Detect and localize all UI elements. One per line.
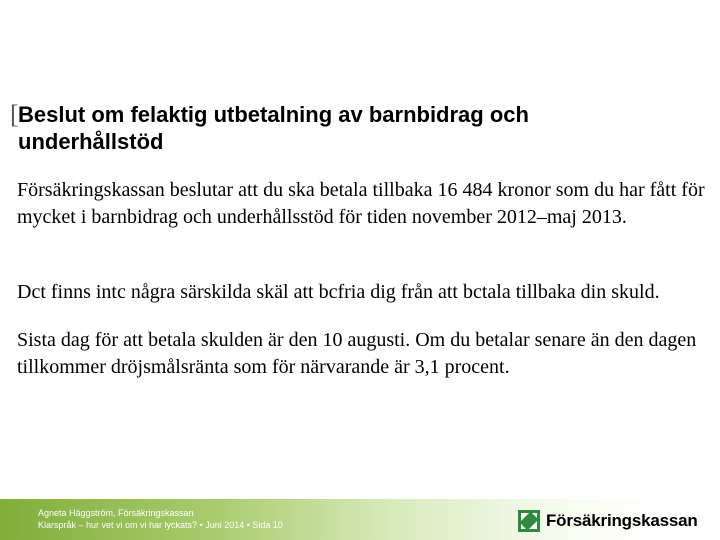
logo-text: Försäkringskassan <box>546 511 698 530</box>
forsakringskassan-logo-icon <box>518 510 540 532</box>
footer-author: Agneta Häggström, Försäkringskassan <box>38 508 194 518</box>
paragraph-due-date: Sista dag för att betala skulden är den 10 augusti. Om du betalar senare än den dagen tillkommer dröjsmålsränta som för närvarande är 3,1 procent. <box>17 329 697 378</box>
paragraph-no-reasons: Dct finns intc några särskilda skäl att bcfria dig från att bctala tillbaka din skuld. <box>17 281 660 303</box>
forsakringskassan-logo <box>518 510 698 532</box>
paragraph-decision: Försäkringskassan beslutar att du ska betala tillbaka 16 484 kronor som du har fått för mycket i barnbidrag och underhållsstöd för tiden november 2012–maj 2013. <box>17 179 705 228</box>
footer-presentation-info: Klarspråk – hur vet vi om vi har lyckats? • Juni 2014 • Sida 10 <box>38 520 283 530</box>
text-cursor-icon: [ <box>10 100 19 129</box>
slide-title: Beslut om felaktig utbetalning av barnbidrag och underhållstöd <box>18 102 529 154</box>
